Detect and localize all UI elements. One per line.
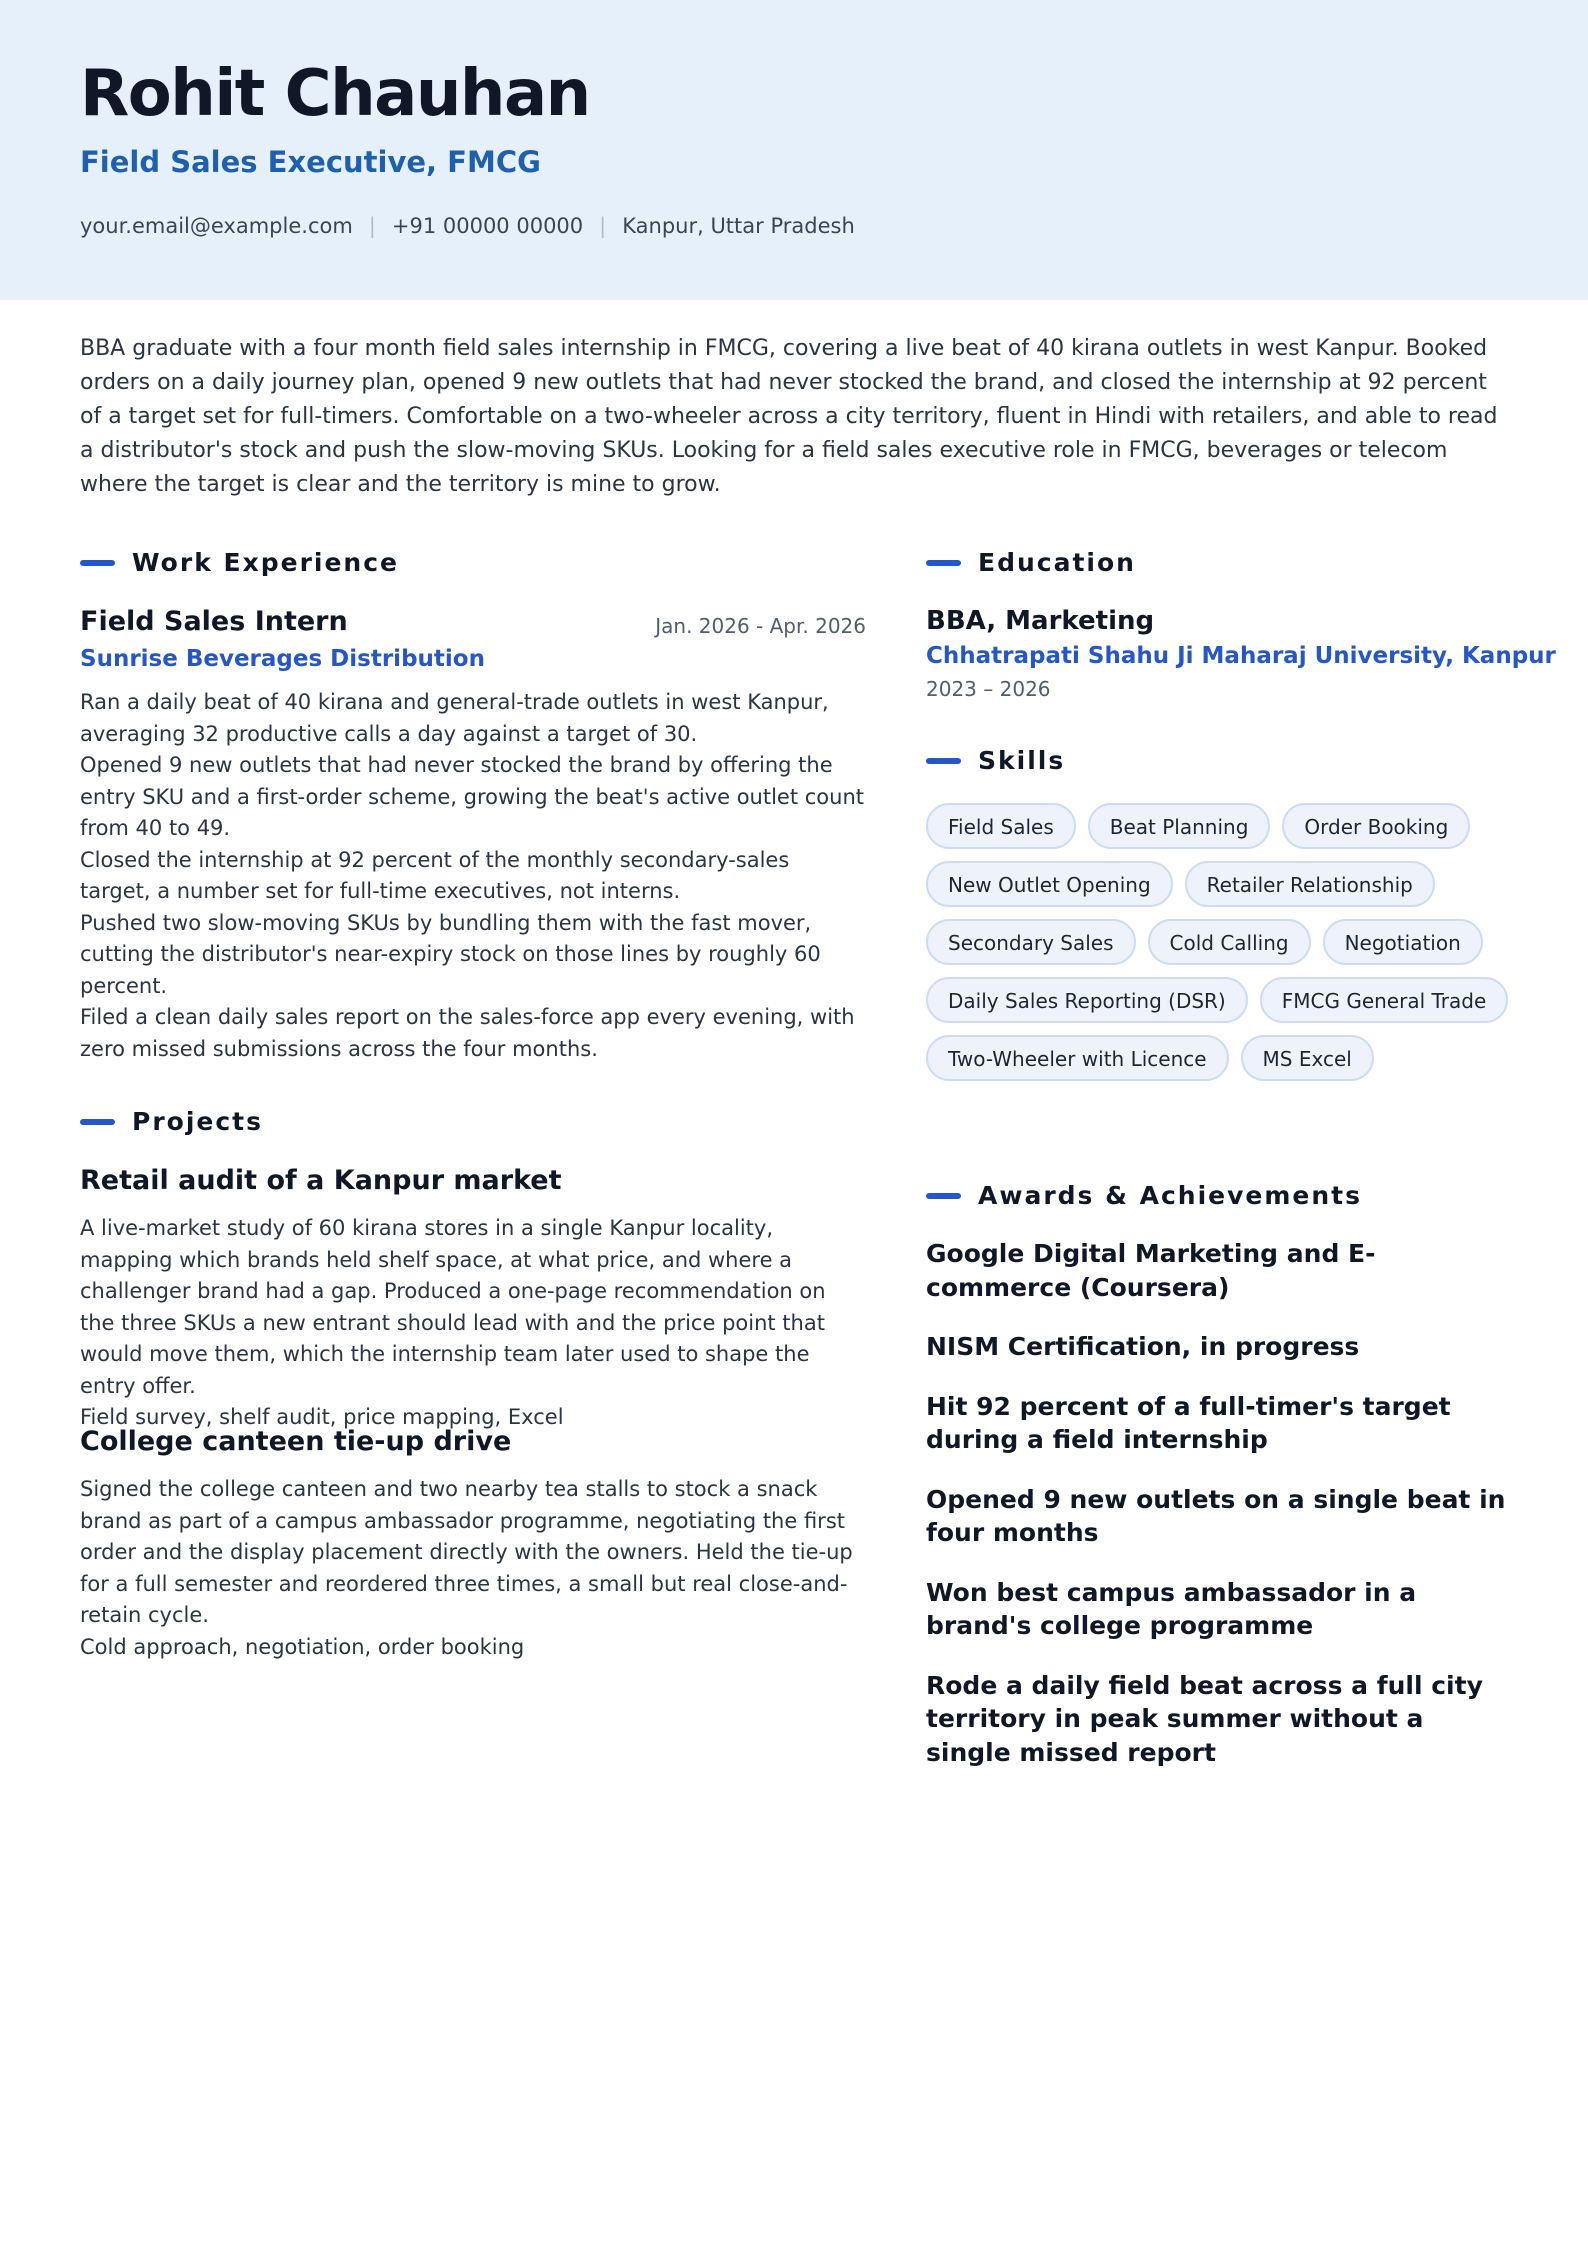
award-item: NISM Certification, in progress [926, 1332, 1360, 1361]
project-description: Signed the college canteen and two nearby tea stalls to stock a snack brand as part of a campus ambassador programme, negotiating the first order and the display placement directly with the owners. Held the tie-up for a full semester and reordered three times, a small but real close-and-retain cycle. [80, 1477, 853, 1627]
project-title: Retail audit of a Kanpur market [80, 1165, 562, 1196]
section-accent-bar [926, 758, 961, 764]
project-description: A live-market study of 60 kirana stores in a single Kanpur locality, mapping which brands held shelf space, at what price, and where a challenger brand had a gap. Produced a one-page recommendation on the three SKUs a new entrant should lead with and the price point that would move them, which the internship team later used to shape the entry offer. [80, 1216, 826, 1398]
job-point: Opened 9 new outlets that had never stocked the brand by offering the entry SKU and a first-order scheme, growing the beat's active outlet count from 40 to 49. [80, 753, 864, 840]
job-point: Ran a daily beat of 40 kirana and general-trade outlets in west Kanpur, averaging 32 productive calls a day against a target of 30. [80, 690, 829, 746]
section-heading: Work Experience [132, 548, 399, 577]
job-point: Closed the internship at 92 percent of the monthly secondary-sales target, a number set for full-time executives, not interns. [80, 847, 790, 903]
skill-chip: Order Booking [1282, 803, 1470, 849]
award-item: Google Digital Marketing and E-commerce (Coursera) [926, 1239, 1376, 1302]
professional-summary: BBA graduate with a four month field sales internship in FMCG, covering a live beat of 40 kirana outlets in west Kanpur. Booked orders on a daily journey plan, opened 9 new outlets that had never stocked the brand, and closed the internship at 92 percent of a target set for full-timers. Comfortable on a two-wheeler across a city territory, fluent in Hindi with retailers, and able to read a distributor's stock and push the slow-moving SKUs. Looking for a field sales executive role in FMCG, beverages or telecom where the target is clear and the territory is mine to grow. [80, 336, 1498, 497]
section-skills [926, 746, 1065, 775]
skill-chip: Daily Sales Reporting (DSR) [926, 977, 1248, 1023]
job-point: Filed a clean daily sales report on the sales-force app every evening, with zero missed submissions across the four months. [80, 1005, 855, 1061]
contact-separator: | [368, 214, 376, 238]
resume-header [0, 0, 1588, 300]
project-tools: Cold approach, negotiation, order booking [80, 1634, 525, 1659]
section-work-experience [80, 548, 399, 577]
contact-separator: | [599, 214, 607, 238]
section-awards [926, 1181, 1362, 1210]
project-tools: Field survey, shelf audit, price mapping, Excel [80, 1405, 564, 1429]
skill-chip: New Outlet Opening [926, 861, 1173, 907]
section-heading: Skills [978, 746, 1066, 775]
section-accent-bar [80, 1119, 115, 1125]
skills-list [926, 803, 1516, 1081]
section-projects [80, 1107, 263, 1136]
section-accent-bar [80, 560, 115, 566]
project-body [80, 1213, 866, 1434]
email-link[interactable]: your.email@example.com [80, 214, 353, 238]
awards-list [926, 1237, 1516, 1795]
section-accent-bar [926, 560, 961, 566]
section-heading: Awards & Achievements [978, 1181, 1363, 1210]
contact-line [80, 214, 855, 238]
section-accent-bar [926, 1193, 961, 1199]
skill-chip: MS Excel [1241, 1035, 1374, 1081]
award-item: Hit 92 percent of a full-timer's target during a field internship [926, 1391, 1451, 1454]
skill-chip: Retailer Relationship [1185, 861, 1435, 907]
award-item: Rode a daily field beat across a full city territory in peak summer without a single missed report [926, 1670, 1483, 1767]
project-title: College canteen tie-up drive [80, 1426, 512, 1457]
skill-chip: FMCG General Trade [1260, 977, 1509, 1023]
skill-chip: Cold Calling [1148, 919, 1311, 965]
project-body [80, 1474, 866, 1663]
education-degree: BBA, Marketing [926, 606, 1155, 636]
skill-chip: Field Sales [926, 803, 1076, 849]
job-title: Field Sales Intern [80, 606, 348, 637]
skill-chip: Beat Planning [1088, 803, 1271, 849]
section-education [926, 548, 1136, 577]
award-item: Won best campus ambassador in a brand's college programme [926, 1577, 1417, 1640]
education-years: 2023 – 2026 [926, 677, 1051, 701]
job-company: Sunrise Beverages Distribution [80, 646, 485, 672]
candidate-role: Field Sales Executive, FMCG [80, 145, 541, 179]
location: Kanpur, Uttar Pradesh [622, 214, 855, 238]
skill-chip: Negotiation [1323, 919, 1483, 965]
section-heading: Projects [132, 1107, 264, 1136]
job-dates: Jan. 2026 - Apr. 2026 [655, 614, 866, 638]
candidate-name: Rohit Chauhan [80, 57, 590, 131]
section-heading: Education [978, 548, 1136, 577]
award-item: Opened 9 new outlets on a single beat in four months [926, 1484, 1506, 1547]
skill-chip: Secondary Sales [926, 919, 1136, 965]
job-point: Pushed two slow-moving SKUs by bundling them with the fast mover, cutting the distributor's near-expiry stock on those lines by roughly 60 percent. [80, 910, 821, 998]
skill-chip: Two-Wheeler with Licence [926, 1035, 1229, 1081]
education-school: Chhatrapati Shahu Ji Maharaj University, Kanpur [926, 643, 1556, 669]
job-responsibilities [80, 687, 866, 1065]
phone-number[interactable]: +91 00000 00000 [391, 214, 584, 238]
